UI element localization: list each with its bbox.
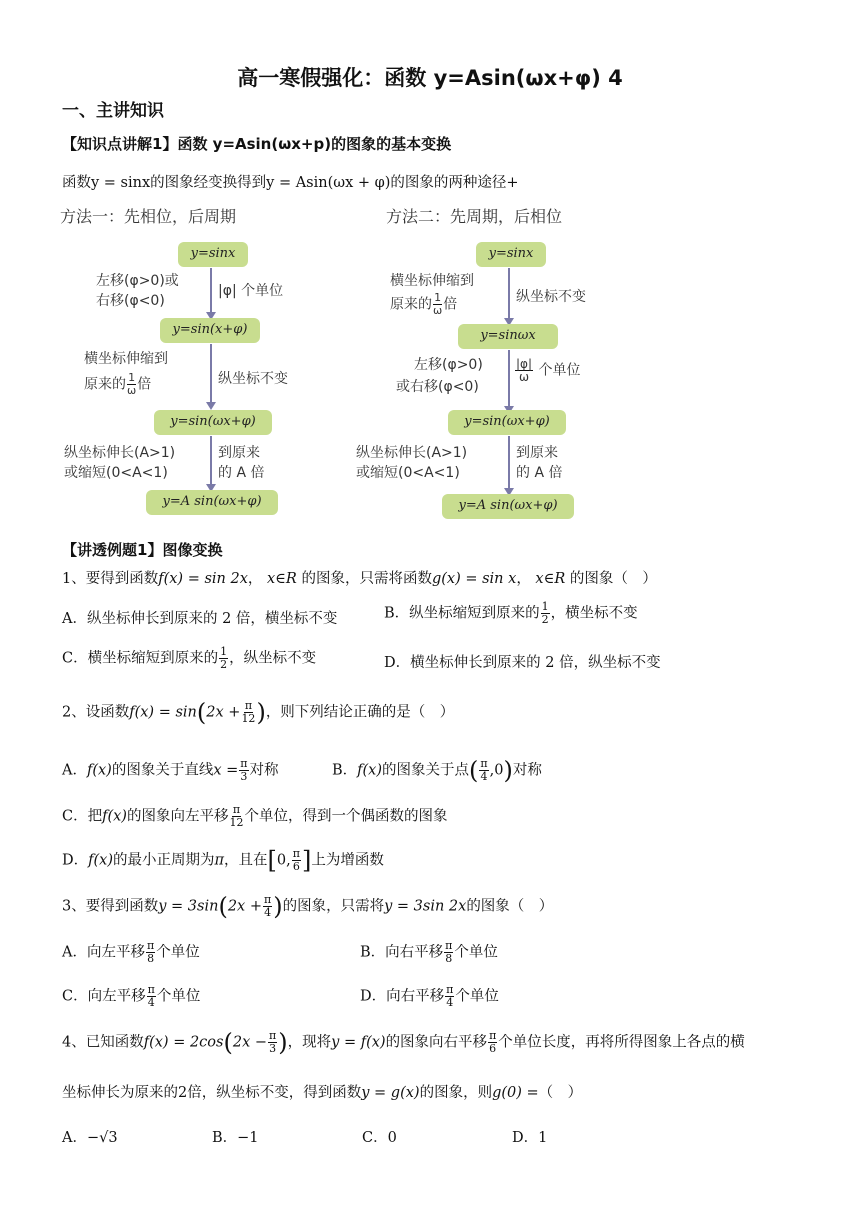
q4-option-a[interactable]: A．−√3 <box>62 1130 118 1146</box>
method1-step2-left-a: 横坐标伸缩到 <box>84 351 168 367</box>
method2-heading: 方法二：先周期，后相位 <box>386 207 563 226</box>
example-header: 【讲透例题1】图像变换 <box>62 541 223 559</box>
page-title: 高一寒假强化：函数 y=Asin(ωx+φ) 4 <box>237 66 623 90</box>
q3-option-d[interactable]: D．向右平移 $\frac{\pi}{4}$ 个单位 <box>360 983 499 1009</box>
method1-arrowhead-2 <box>206 402 216 410</box>
method1-box-omega: y=sin(ωx+φ) <box>154 410 272 435</box>
q3-stem: 3、要得到函数y = 3sin(2x + $\frac{\pi}{4}$ )的图象，只需将y = 3sin 2x的图象（ ） <box>62 892 554 921</box>
q2-option-b[interactable]: B．f(x)的图象关于点( $\frac{\pi}{4}$ ,0)对称 <box>332 756 542 785</box>
method1-box-shift: y=sin(x+φ) <box>160 318 260 343</box>
q1-option-b[interactable]: B．纵坐标缩短到原来的 $\frac{1}{2}$ ，横坐标不变 <box>384 600 638 626</box>
q2-option-a[interactable]: A．f(x)的图象关于直线x = $\frac{\pi}{3}$ 对称 <box>62 757 279 783</box>
method2-step3-right-b: 的 A 倍 <box>516 465 563 481</box>
method2-box-final: y=A sin(ωx+φ) <box>442 494 574 519</box>
method2-step1-left-a: 横坐标伸缩到 <box>390 273 474 289</box>
method2-arrow-3 <box>508 436 510 490</box>
q2-option-c[interactable]: C．把f(x)的图象向左平移 $\frac{\pi}{12}$ 个单位，得到一个偶函数的图象 <box>62 803 448 829</box>
q1-option-c[interactable]: C．横坐标缩短到原来的 $\frac{1}{2}$ ，纵坐标不变 <box>62 645 317 671</box>
method1-step1-left-a: 左移(φ>0)或 <box>96 273 179 289</box>
method1-step2-right: 纵坐标不变 <box>218 371 288 387</box>
method2-box-omega: y=sinωx <box>458 324 558 349</box>
section-heading: 一、主讲知识 <box>62 101 164 121</box>
method1-step3-left-b: 或缩短(0<A<1) <box>64 465 168 481</box>
method1-step2-left-b: 原来的 $\frac{1}{\omega}$ 倍 <box>84 371 152 397</box>
q4-option-c[interactable]: C．0 <box>362 1130 397 1146</box>
method2-box-sinx: y=sinx <box>476 242 546 267</box>
q2-stem: 2、设函数f(x) = sin(2x + $\frac{\pi}{12}$ )，则下列结论正确的是（ ） <box>62 698 455 727</box>
method2-step3-right-a: 到原来 <box>516 445 558 461</box>
method1-step1-right: |φ| 个单位 <box>218 283 284 299</box>
q4-stem: 4、已知函数f(x) = 2cos(2x − $\frac{\pi}{3}$ )，现将y = f(x)的图象向右平移 $\frac{\pi}{6}$ 个单位长度，再将所得图象上各点的横 <box>62 1028 745 1057</box>
method2-arrow-1 <box>508 268 510 320</box>
q3-option-a[interactable]: A．向左平移 $\frac{\pi}{8}$ 个单位 <box>62 939 200 965</box>
method2-step3-left-b: 或缩短(0<A<1) <box>356 465 460 481</box>
q3-option-c[interactable]: C．向左平移 $\frac{\pi}{4}$ 个单位 <box>62 983 201 1009</box>
q2-option-d[interactable]: D．f(x)的最小正周期为π，且在[0, $\frac{\pi}{6}$ ]上为增函数 <box>62 846 384 875</box>
q1-option-d[interactable]: D．横坐标伸长到原来的 2 倍，纵坐标不变 <box>384 655 661 671</box>
method2-step1-right: 纵坐标不变 <box>516 289 586 305</box>
q1-option-a[interactable]: A．纵坐标伸长到原来的 2 倍，横坐标不变 <box>62 611 338 627</box>
method2-arrow-2 <box>508 350 510 408</box>
method1-box-sinx: y=sinx <box>178 242 248 267</box>
method1-arrow-3 <box>210 436 212 486</box>
q4-option-b[interactable]: B．−1 <box>212 1130 259 1146</box>
method1-step3-left-a: 纵坐标伸长(A>1) <box>64 445 176 461</box>
method2-step3-left-a: 纵坐标伸长(A>1) <box>356 445 468 461</box>
q3-option-b[interactable]: B．向右平移 $\frac{\pi}{8}$ 个单位 <box>360 939 498 965</box>
method1-step1-left-b: 右移(φ<0) <box>96 293 165 309</box>
method1-heading: 方法一：先相位，后周期 <box>60 207 237 226</box>
method1-arrow-1 <box>210 268 212 314</box>
knowledge-header: 【知识点讲解1】函数 y=Asin(ωx+p)的图象的基本变换 <box>62 135 452 153</box>
method1-diagram <box>60 200 380 520</box>
q1-stem: 1、要得到函数f(x) = sin 2x， x∈R 的图象，只需将函数g(x) = sin x， x∈R 的图象（ ） <box>62 571 657 587</box>
method2-diagram <box>356 200 686 520</box>
q4-stem-line2: 坐标伸长为原来的2倍，纵坐标不变，得到函数y = g(x)的图象，则g(0) =（ ） <box>62 1085 583 1101</box>
method1-arrow-2 <box>210 344 212 404</box>
q4-option-d[interactable]: D．1 <box>512 1130 548 1146</box>
method1-step3-right-b: 的 A 倍 <box>218 465 265 481</box>
method1-step3-right-a: 到原来 <box>218 445 260 461</box>
method1-box-final: y=A sin(ωx+φ) <box>146 490 278 515</box>
intro-line: 函数y = sinx的图象经变换得到y = Asin(ωx + φ)的图象的两种途径+ <box>62 175 519 191</box>
method2-step2-right: $\frac{|\varphi|}{\omega}$ 个单位 <box>516 357 581 384</box>
method2-step2-left-b: 或右移(φ<0) <box>396 379 479 395</box>
method2-box-shift: y=sin(ωx+φ) <box>448 410 566 435</box>
method2-step1-left-b: 原来的 $\frac{1}{\omega}$ 倍 <box>390 291 458 317</box>
method2-step2-left-a: 左移(φ>0) <box>414 357 483 373</box>
